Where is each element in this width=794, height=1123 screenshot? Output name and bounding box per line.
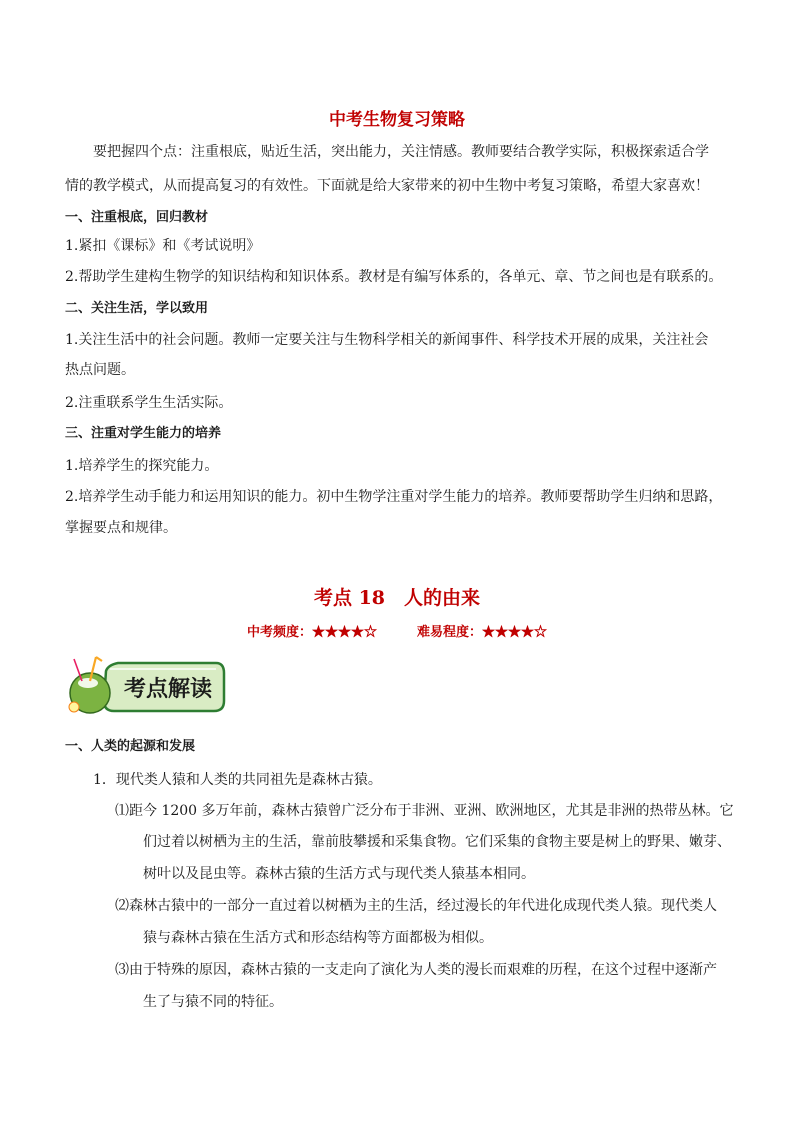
section-2-item-1-line-1: 1.关注生活中的社会问题。教师一定要关注与生物科学相关的新闻事件、科学技术开展的成果，关注社会 [65,332,709,348]
origin-heading: 一、人类的起源和发展 [65,739,196,754]
exam-point-title: 考点 18 人的由来 [313,587,481,609]
section-1-heading: 一、注重根底，回归教材 [65,210,209,225]
badge-text: 考点解读 [123,676,213,702]
section-1-item-2: 2.帮助学生建构生物学的知识结构和知识体系。教材是有编写体系的，各单元、章、节之间也是有联系的。 [65,269,723,285]
origin-p1-line-3: 树叶以及昆虫等。森林古猿的生活方式与现代类人猿基本相同。 [143,866,535,882]
section-3-item-2-line-1: 2.培养学生动手能力和运用知识的能力。初中生物学注重对学生能力的培养。教师要帮助学生归纳和思路， [65,489,723,505]
difficulty-label: 难易程度： [417,625,483,640]
origin-p2-line-2: 猿与森林古猿在生活方式和形态结构等方面都极为相似。 [143,930,493,946]
difficulty-stars: ★★★★☆ [482,625,548,640]
frequency-stars: ★★★★☆ [311,625,377,640]
intro-line-2: 情的教学模式，从而提高复习的有效性。下面就是给大家带来的初中生物中考复习策略，希望大家喜欢！ [65,178,709,194]
origin-p1-line-1: ⑴距今 1200 多万年前，森林古猿曾广泛分布于非洲、亚洲、欧洲地区，尤其是非洲的热带丛林。它 [115,803,734,819]
exam-point-badge [66,655,226,717]
frequency-label: 中考频度： [246,625,312,640]
origin-p3-line-1: ⑶由于特殊的原因，森林古猿的一支走向了演化为人类的漫长而艰难的历程，在这个过程中逐渐产 [115,962,717,978]
section-3-item-1: 1.培养学生的探究能力。 [65,458,219,474]
origin-p2-line-1: ⑵森林古猿中的一部分一直过着以树栖为主的生活，经过漫长的年代进化成现代类人猿。现代类人 [115,898,717,914]
section-3-heading: 三、注重对学生能力的培养 [65,426,222,441]
difficulty-row [0,621,794,640]
section-3-item-2-line-2: 掌握要点和规律。 [65,520,177,536]
section-1-item-1: 1.紧扣《课标》和《考试说明》 [65,238,261,254]
origin-p1-line-2: 们过着以树栖为主的生活，靠前肢攀援和采集食物。它们采集的食物主要是树上的野果、嫩芽、 [143,834,731,850]
section-2-item-2: 2.注重联系学生生活实际。 [65,395,233,411]
strategy-title: 中考生物复习策略 [329,110,465,130]
section-2-heading: 二、关注生活，学以致用 [65,301,209,316]
origin-item-1: 1．现代类人猿和人类的共同祖先是森林古猿。 [93,772,382,788]
intro-line-1: 要把握四个点：注重根底，贴近生活，突出能力，关注情感。教师要结合教学实际，积极探索适合学 [93,144,709,160]
section-2-item-1-line-2: 热点问题。 [65,362,135,378]
origin-p3-line-2: 生了与猿不同的特征。 [143,994,283,1010]
flower-icon [69,702,79,712]
